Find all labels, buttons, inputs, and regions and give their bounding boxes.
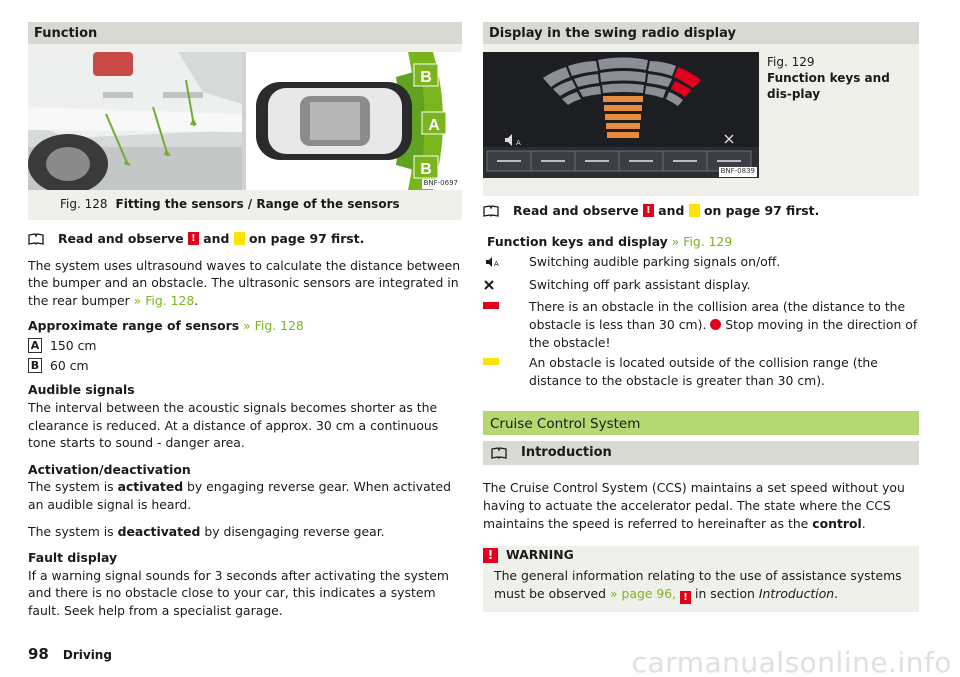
parking-sensors-illustration xyxy=(28,52,462,190)
activation-section: Activation/deactivation The system is activated by engaging reverse gear. When activated an audible signal is heard. xyxy=(28,461,452,512)
fault-display-section: Fault display If a warning signal sounds for 3 seconds after activating the system and there is no obstacle close to your car, this indicates a system fault. Seek help from a specialist garage. xyxy=(28,550,449,618)
read-and-text: and xyxy=(203,231,230,247)
fig-128-link-range[interactable]: » Fig. 128 xyxy=(243,318,304,334)
key-item-red: There is an obstacle in the collision area (the distance to the obstacle is less than 30 cm). Stop moving in the direction of the obstacle! xyxy=(483,298,919,351)
fig-129-link[interactable]: » Fig. 129 xyxy=(671,233,733,249)
range-label-b-bottom: B xyxy=(420,161,432,178)
figure-code: BNF-0697 xyxy=(423,179,458,188)
introduction-title: Introduction xyxy=(483,441,919,465)
book-icon xyxy=(483,205,499,217)
speaker-icon xyxy=(483,256,503,268)
stop-icon xyxy=(710,319,721,330)
book-icon xyxy=(491,447,507,459)
range-item-b: B 60 cm xyxy=(28,357,462,375)
read-and-observe-line-right: Read and observe ! and on page 97 first. xyxy=(483,202,919,220)
key-item-close: Switching off park assistant display. xyxy=(483,276,919,296)
range-label-a: A xyxy=(428,117,440,134)
radio-display-image xyxy=(483,52,759,178)
right-column xyxy=(483,22,919,612)
page-footer xyxy=(28,644,112,665)
warning-text: The general information relating to the use of assistance systems must be observed » page 96, ! in section Introduction. xyxy=(494,567,902,603)
page-96-link[interactable]: » page 96, xyxy=(610,585,677,601)
figure-code-129: BNF-0839 xyxy=(720,167,755,176)
section-title-function: Function xyxy=(28,22,462,44)
red-segment-icon xyxy=(483,302,499,309)
warning-title: ! WARNING xyxy=(483,546,919,564)
deactivation-section: The system is deactivated by disengaging reverse gear. xyxy=(28,523,385,539)
note-icon xyxy=(689,204,700,217)
figure-129 xyxy=(483,44,919,196)
read-text: Read and observe xyxy=(58,231,184,247)
audible-signals: Audible signals The interval between the acoustic signals becomes shorter as the clearance is reduced. At a distance of approx. 30 cm a continuous tone starts to sound - danger area. xyxy=(28,382,439,451)
function-keys-heading: Function keys and display » Fig. 129 xyxy=(487,233,733,249)
fig-128-link[interactable]: » Fig. 128 xyxy=(133,292,195,308)
warning-icon: ! xyxy=(680,591,691,604)
radio-display-illustration xyxy=(483,52,759,178)
range-label-b-top: B xyxy=(420,69,432,86)
cruise-control-title: Cruise Control System xyxy=(483,411,919,435)
note-icon xyxy=(234,232,245,245)
key-item-yellow: An obstacle is located outside of the collision range (the distance to the obstacle is greater than 30 cm). xyxy=(483,354,919,389)
warning-icon: ! xyxy=(483,548,498,563)
paragraph-ultrasound: The system uses ultrasound waves to calculate the distance between the bumper and an obstacle. The ultrasonic sensors are integrated in the rear bumper » Fig. 128. xyxy=(28,257,461,308)
intro-paragraph: The Cruise Control System (CCS) maintains a set speed without you having to actuate the accelerator pedal. The state where the CCS maintains the speed is referred to hereinafter as the control. xyxy=(483,480,905,531)
book-icon xyxy=(28,233,44,245)
svg-text:A: A xyxy=(494,260,499,269)
figure-caption xyxy=(28,190,462,220)
read-and-observe-line xyxy=(28,230,462,248)
read-page-text: on page 97 first. xyxy=(248,231,365,247)
figure-caption-text: Fitting the sensors / Range of the sensors xyxy=(115,197,400,211)
figure-129-number: Fig. 129 xyxy=(767,55,815,69)
range-heading: Approximate range of sensors » Fig. 128 xyxy=(28,318,304,334)
key-item-speaker: A Switching audible parking signals on/off. xyxy=(483,253,919,273)
close-icon xyxy=(483,279,495,291)
figure-129-caption xyxy=(759,52,909,196)
figure-128 xyxy=(28,44,462,220)
footer-section: Driving xyxy=(62,648,112,662)
figure-128-image xyxy=(28,52,462,190)
warning-icon: ! xyxy=(188,232,199,245)
range-item-a: A 150 cm xyxy=(28,337,462,355)
watermark: carmanualsonline.info xyxy=(631,646,952,677)
warning-icon: ! xyxy=(643,204,654,217)
figure-number: Fig. 128 xyxy=(60,197,108,211)
section-title-swing-display: Display in the swing radio display xyxy=(483,22,919,44)
left-column xyxy=(28,22,462,620)
figure-129-caption-text: Function keys and dis-play xyxy=(767,71,890,102)
yellow-segment-icon xyxy=(483,358,499,365)
svg-text:A: A xyxy=(516,139,521,147)
page-number: 98 xyxy=(28,645,49,663)
warning-box xyxy=(483,546,919,611)
